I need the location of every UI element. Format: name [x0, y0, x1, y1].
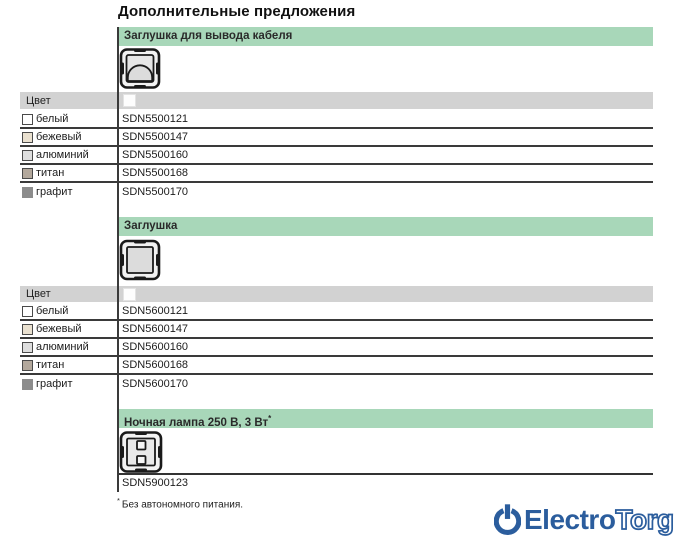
- table-body: [20, 111, 653, 201]
- part-number: SDN5500170: [122, 186, 189, 198]
- part-number: SDN5500147: [122, 131, 189, 143]
- color-label: белый: [36, 305, 69, 317]
- color-label: бежевый: [36, 323, 82, 335]
- part-number: SDN5600168: [122, 359, 189, 371]
- section-header-label: Заглушка: [124, 220, 178, 232]
- color-swatch: [22, 132, 33, 143]
- color-label: алюминий: [36, 341, 89, 353]
- table-row: [20, 303, 653, 321]
- electrotorg-logo: [494, 501, 674, 539]
- part-number: SDN5900123: [122, 477, 189, 489]
- color-swatch: [22, 306, 33, 317]
- color-label: алюминий: [36, 149, 89, 161]
- table-rule: [117, 473, 653, 475]
- color-swatch: [22, 187, 33, 198]
- part-number: SDN5600170: [122, 378, 189, 390]
- footnote-marker: *: [117, 496, 120, 505]
- color-column-header: Цвет: [26, 288, 51, 300]
- color-label: титан: [36, 359, 65, 371]
- table-row: [20, 375, 653, 393]
- color-label: бежевый: [36, 131, 82, 143]
- logo-wordmark: [524, 501, 674, 539]
- part-number: SDN5600147: [122, 323, 189, 335]
- table-row: [20, 183, 653, 201]
- table-row: [20, 321, 653, 339]
- table-row: [20, 129, 653, 147]
- table-row: [20, 111, 653, 129]
- color-swatch: [22, 150, 33, 161]
- part-number: SDN5500160: [122, 149, 189, 161]
- color-swatch: [22, 114, 33, 125]
- footnote: [117, 496, 243, 510]
- part-number: SDN5500168: [122, 167, 189, 179]
- color-column-header: Цвет: [26, 94, 51, 107]
- part-number: SDN5600160: [122, 341, 189, 353]
- color-swatch: [22, 379, 33, 390]
- product-photo-night-lamp: [119, 430, 164, 479]
- power-icon: [494, 501, 521, 538]
- header-white-swatch: [123, 94, 136, 107]
- section-header-night-lamp: [117, 409, 653, 428]
- page-title: Дополнительные предложения: [118, 3, 356, 20]
- product-photo-cable-outlet: [119, 47, 161, 95]
- section-header-label: Заглушка для вывода кабеля: [124, 30, 293, 42]
- night-lamp-plate-icon: [119, 430, 164, 474]
- section-header-cable-outlet: [117, 27, 653, 46]
- footnote-marker: *: [268, 414, 272, 423]
- color-swatch: [22, 342, 33, 353]
- color-label: титан: [36, 167, 65, 179]
- column-divider: [117, 27, 119, 492]
- color-table-cable-outlet: [20, 92, 653, 201]
- table-row: [20, 339, 653, 357]
- product-photo-plug: [119, 238, 161, 287]
- color-table-plug: [20, 286, 653, 393]
- table-header-row: [20, 92, 653, 109]
- part-number: SDN5600121: [122, 305, 189, 317]
- part-number: SDN5500121: [122, 113, 189, 125]
- footnote-text: Без автономного питания.: [121, 499, 244, 511]
- color-swatch: [22, 168, 33, 179]
- color-label: графит: [36, 186, 73, 198]
- header-white-swatch: [123, 288, 136, 301]
- color-label: графит: [36, 378, 73, 390]
- logo-torg: Torg: [615, 504, 674, 535]
- table-body: [20, 303, 653, 393]
- section-header-label: Ночная лампа 250 В, 3 Вт: [124, 416, 269, 429]
- table-row: [20, 165, 653, 183]
- blank-plate-icon: [119, 238, 161, 282]
- color-swatch: [22, 324, 33, 335]
- cable-outlet-plate-icon: [119, 47, 161, 90]
- color-label: белый: [36, 113, 69, 125]
- logo-electro: Electro: [524, 504, 616, 535]
- table-header-row: [20, 286, 653, 302]
- table-row: [20, 147, 653, 165]
- color-swatch: [22, 360, 33, 371]
- section-header-plug: [117, 217, 653, 236]
- table-row: [20, 357, 653, 375]
